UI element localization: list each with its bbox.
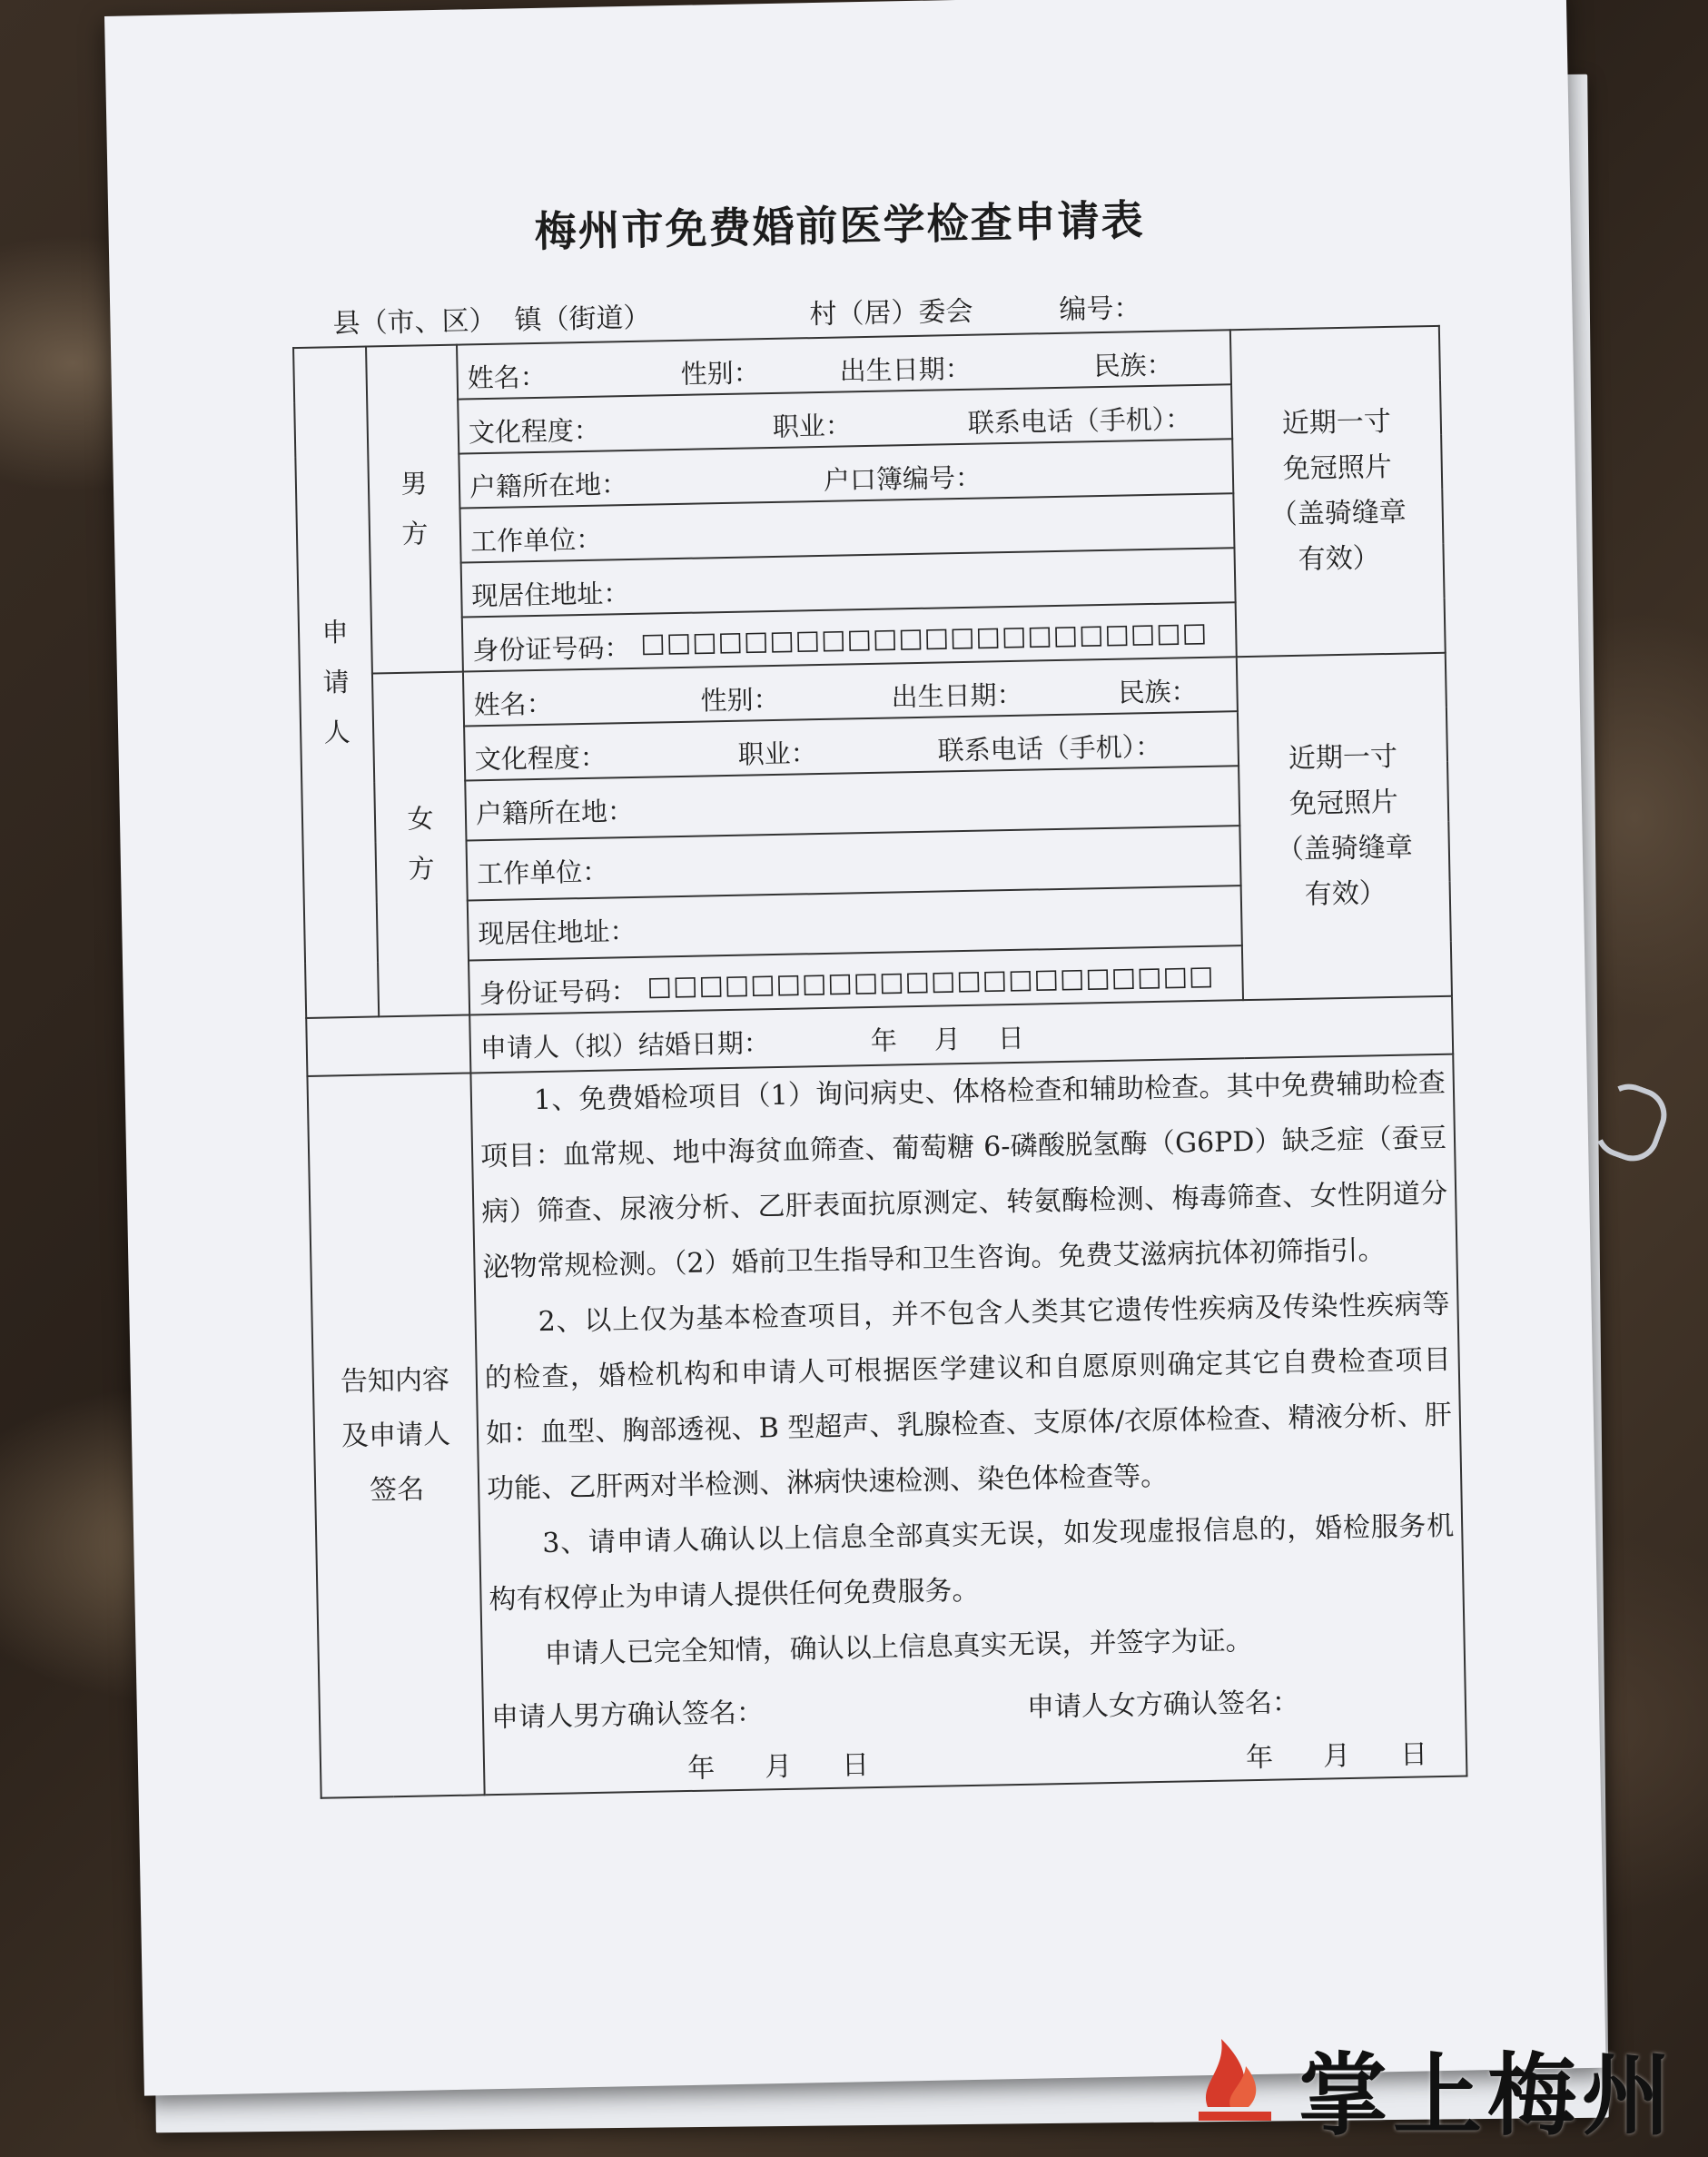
- town-label: 镇（街道）: [514, 302, 651, 337]
- male-label: 男 方: [366, 345, 463, 674]
- paper-clip: [1587, 1076, 1674, 1169]
- address-row: [323, 282, 1349, 341]
- flame-logo-icon: [1180, 2021, 1289, 2130]
- male-workplace-row[interactable]: 工作单位：: [459, 493, 1234, 562]
- female-photo-box[interactable]: 近期一寸 免冠照片 （盖骑缝章 有效）: [1237, 653, 1452, 1000]
- male-signature-label: 申请人男方确认签名：: [490, 1697, 765, 1735]
- applicant-label: 申 请 人: [293, 347, 379, 1018]
- notice-label: 告知内容 及申请人 签名: [307, 1073, 484, 1797]
- marriage-date-row[interactable]: 申请人（拟）结婚日期： 年 月 日: [469, 996, 1453, 1074]
- female-workplace-row[interactable]: 工作单位：: [466, 826, 1240, 900]
- female-residence-row[interactable]: 现居住地址：: [468, 886, 1242, 960]
- form-title: 梅州市免费婚前医学检查申请表: [534, 195, 1146, 256]
- date-label-blank: [306, 1014, 470, 1075]
- female-signature-label: 申请人女方确认签名：: [1026, 1687, 1300, 1724]
- male-id-row[interactable]: 身份证号码： □□□□□□□□□□□□□□□□□□□□□□: [462, 602, 1237, 671]
- female-id-boxes: □□□□□□□□□□□□□□□□□□□□□□: [647, 959, 1215, 1002]
- male-residence-row[interactable]: 现居住地址：: [461, 548, 1236, 617]
- notice-item-1: 1、免费婚检项目（1）询问病史、体格检查和辅助检查。其中免费辅助检查项目：血常规、地中海贫血筛查、葡萄糖 6-磷酸脱氢酶（G6PD）缺乏症（蚕豆病）筛查、尿液分析、乙肝表面抗原测定、转氨酶检测、梅毒筛查、女性阴道分泌物常规检测。（2）婚前卫生指导和卫生咨询。免费艾滋病抗体初筛指引。: [479, 1066, 1448, 1284]
- female-hukou-row[interactable]: 户籍所在地：: [465, 766, 1239, 840]
- watermark-logo: [1171, 2012, 1680, 2148]
- notice-statement: 申请人已完全知情，确认以上信息真实无误，并签字为证。: [544, 1625, 1253, 1671]
- male-id-boxes: □□□□□□□□□□□□□□□□□□□□□□: [640, 616, 1209, 658]
- male-hukou-row[interactable]: 户籍所在地： 户口簿编号：: [459, 439, 1233, 508]
- county-label: 县（市、区）: [332, 304, 497, 341]
- village-label: 村（居）委会: [809, 295, 973, 331]
- female-name-row[interactable]: 姓名： 性别： 出生日期： 民族：: [463, 657, 1238, 726]
- application-table: [292, 325, 1467, 1799]
- number-label: 编号：: [1059, 292, 1141, 326]
- male-name-row[interactable]: 姓名： 性别： 出生日期： 民族：: [457, 330, 1231, 399]
- signature-date-row[interactable]: 年 月 日 年 月 日: [686, 1738, 1428, 1786]
- watermark-text: 掌上梅州: [1298, 2044, 1677, 2148]
- male-education-row[interactable]: 文化程度： 职业： 联系电话（手机）：: [458, 384, 1232, 453]
- form-sheet: [104, 0, 1606, 2096]
- notice-item-2: 2、以上仅为基本检查项目，并不包含人类其它遗传性疾病及传染性疾病等的检查，婚检机构和申请人可根据医学建议和自愿原则确定其它自费检查项目如：血型、胸部透视、B 型超声、乳腺检查、支原体/衣原体检查、精液分析、肝功能、乙肝两对半检测、淋病快速检测、染色体检查等。: [484, 1288, 1453, 1506]
- notice-content: [470, 1054, 1466, 1796]
- female-education-row[interactable]: 文化程度： 职业： 联系电话（手机）：: [464, 711, 1239, 780]
- female-label: 女 方: [372, 672, 469, 1017]
- female-id-row[interactable]: 身份证号码： □□□□□□□□□□□□□□□□□□□□□□: [469, 945, 1243, 1014]
- notice-item-3: 3、请申请人确认以上信息全部真实无误，如发现虚报信息的，婚检服务机构有权停止为申请人提供任何免费服务。: [489, 1509, 1455, 1617]
- male-photo-box[interactable]: 近期一寸 免冠照片 （盖骑缝章 有效）: [1230, 326, 1446, 657]
